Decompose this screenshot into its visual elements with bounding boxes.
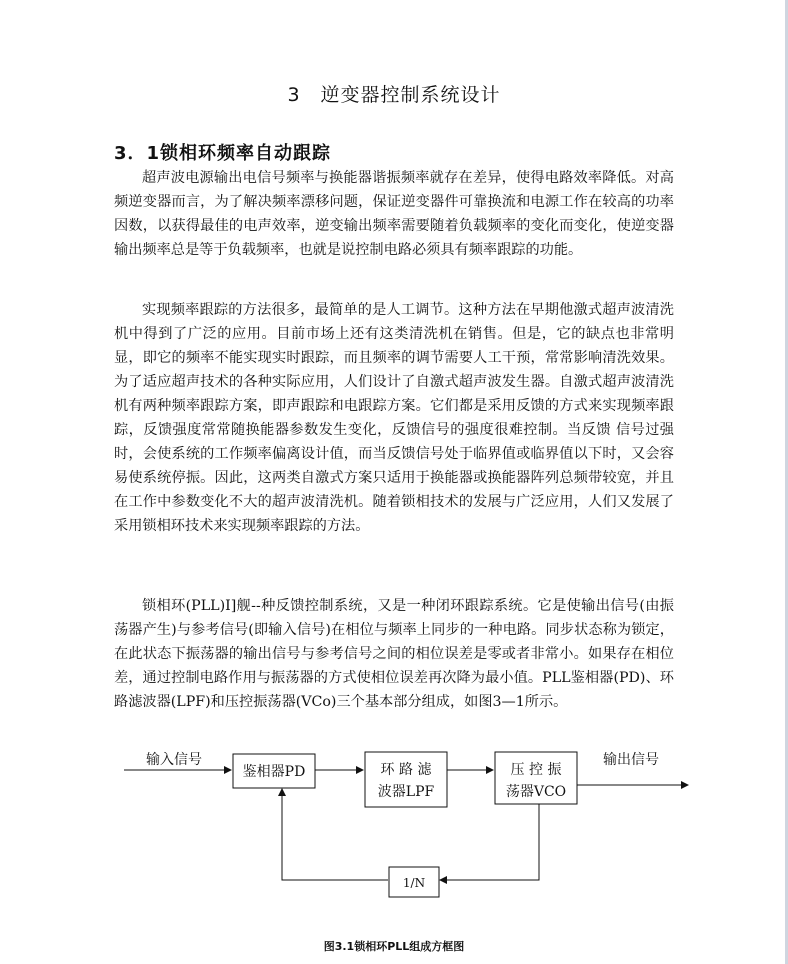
loop-filter-label-line2: 波器LPF [377,784,435,800]
paragraph-1: 超声波电源输出电信号频率与换能器谐振频率就存在差异，使得电路效率降低。对高频逆变器而言，为了解决频率漂移问题，保证逆变器件可靠换流和电源工作在较高的功率因数，以获得最佳的电声效率，逆变输出频率需要随着负载频率的变化而变化，使逆变器输出频率总是等于负载频率，也就是说控制电路必须具有频率跟踪的功能。 [114,170,674,258]
vco-label-line1: 压 控 振 [510,762,562,778]
divider-label: 1/N [402,876,426,890]
figure-caption: 图3.1锁相环PLL组成方框图 [323,940,465,953]
phase-detector-label: 鉴相器PD [242,764,306,780]
vco-label-line2: 荡器VCO [505,784,567,800]
output-signal-label: 输出信号 [603,752,659,768]
pll-block-diagram [110,744,700,914]
input-signal-label: 输入信号 [146,752,202,768]
section-title: 3．1锁相环频率自动跟踪 [114,143,332,164]
loop-filter-label-line1: 环 路 滤 [380,762,432,778]
paragraph-2: 实现频率跟踪的方法很多，最简单的是人工调节。这种方法在早期他激式超声波清洗机中得到了广泛的应用。目前市场上还有这类清洗机在销售。但是，它的缺点也非常明显，即它的频率不能实现实时跟踪，而且频率的调节需要人工干预，常常影响清洗效果。为了适应超声技术的各种实际应用，人们设计了自激式超声波发生器。自激式超声波清洗机有两种频率跟踪方案，即声跟踪和电跟踪方案。它们都是采用反馈的方式来实现频率跟踪，反馈强度常常随换能器参数发生变化，反馈信号的强度很难控制。当反馈 信号过强时，会使系统的工作频率偏离设计值，而当反馈信号处于临界值或临界值以下时，又会容易使系统停振。因此，这两类自激式方案只适用于换能器或换能器阵列总频带较宽，并且在工作中参数变化不大的超声波清洗机。随着锁相技术的发展与广泛应用，人们又发展了采用锁相环技术来实现频率跟踪的方法。 [114,302,674,534]
chapter-title: 3 逆变器控制系统设计 [287,84,501,106]
paragraph-3: 锁相环(PLL)I]舰--种反馈控制系统，又是一种闭环跟踪系统。它是使输出信号(由振荡器产生)与参考信号(即输入信号)在相位与频率上同步的一种电路。同步状态称为锁定，在此状态下振荡器的输出信号与参考信号之间的相位误差是零或者非常小。如果存在相位差，通过控制电路作用与振荡器的方式使相位误差再次降为最小值。PLL鉴相器(PD)、环路滤波器(LPF)和压控振荡器(VCo)三个基本部分组成，如图3—1所示。 [114,598,674,710]
vco-to-divider-feedback [440,804,539,880]
